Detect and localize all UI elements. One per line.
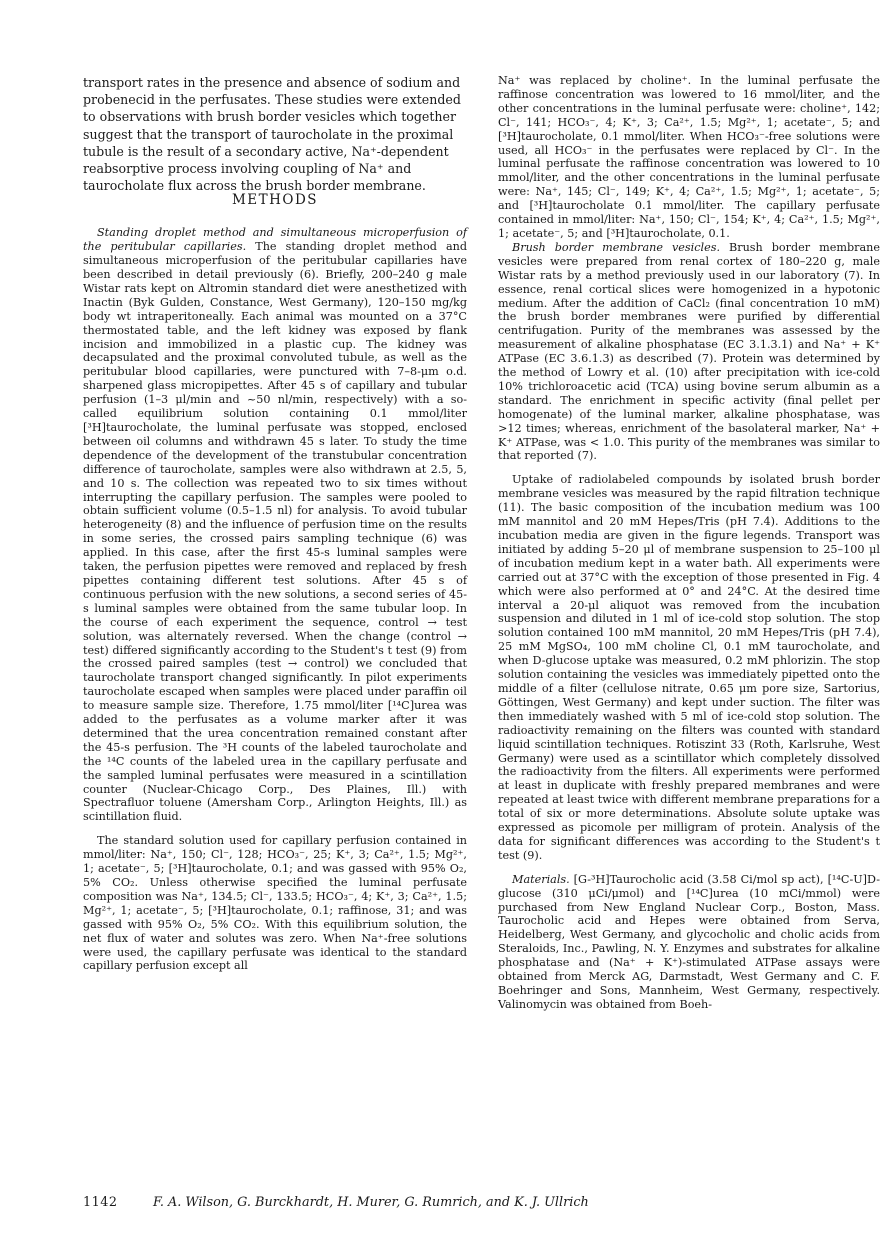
uptake-paragraph: Uptake of radiolabeled compounds by isolated brush border membrane vesicles was measured by the rapid filtration technique (11). The basic composition of the incubation medium was 100 mM mannitol and 20 mM Hepes/Tris (pH 7.4). Additions to the incubation media are given in the figure legends. Transport was initiated by adding 5–20 μl of membrane suspension to 25–100 μl of incubation medium kept in a water bath. All experiments were carried out at 37°C with the exception of those presented in Fig. 4 which were also performed at 0° and 24°C. At the desired time interval a 20-μl aliquot was removed from the incubation suspension and diluted in 1 ml of ice-cold stop solution. The stop solution contained 100 mM mannitol, 20 mM Hepes/Tris (pH 7.4), 25 mM MgSO₄, 100 mM choline Cl, 0.1 mM taurocholate, and when D-glucose uptake was measured, 0.2 mM phlorizin. The stop solution containing the vesicles was immediately pipetted onto the middle of a filter (cellulose nitrate, 0.65 μm pore size, Sartorius, Göttingen, West Germany) and kept under suction. The filter was then immediately washed with 5 ml of ice-cold stop solution. The radioactivity remaining on the filters was counted with standard liquid scintillation techniques. Rotiszint 33 (Roth, Karlsruhe, West Germany) were used as a scintillator which completely dissolved the radioactivity from the filters. All experiments were performed at least in duplicate with freshly prepared membranes and were repeated at least twice with different membrane preparations for a total of six or more determinations. Absolute solute uptake was expressed as picomole per milligram of protein. Analysis of the data for significant differences was according to the Student's t test (9).	[498, 473, 880, 862]
standing-droplet-lead: Standing droplet method and simultaneous microperfusion of the peritubular capillaries.	[83, 226, 467, 254]
page-number: 1142	[83, 1195, 118, 1210]
brush-border-lead: Brush border membrane vesicles.	[512, 240, 721, 254]
page-footer	[83, 1195, 863, 1210]
left-column	[83, 74, 467, 973]
brush-border-paragraph	[498, 241, 880, 464]
right-column	[498, 74, 880, 1012]
author-line: F. A. Wilson, G. Burckhardt, H. Murer, G. Rumrich, and K. J. Ullrich	[153, 1195, 589, 1210]
intro-paragraph: transport rates in the presence and absence of sodium and probenecid in the perfusates. These studies were extended to observations with brush border vesicles which together suggest that the transport of taurocholate in the proximal tubule is the result of a secondary active, Na⁺-dependent reabsorptive process involving coupling of Na⁺ and taurocholate flux across the brush border membrane.	[83, 75, 461, 194]
choline-paragraph: Na⁺ was replaced by choline⁺. In the luminal perfusate the raffinose concentration was lowered to 16 mmol/liter, and the other concentrations in the luminal perfusate were: choline⁺, 142; Cl⁻, 141; HCO₃⁻, 4; K⁺, 3; Ca²⁺, 1.5; Mg²⁺, 1; acetate⁻, 5; and [³H]taurocholate, 0.1 mmol/liter. When HCO₃⁻-free solutions were used, all HCO₃⁻ in the perfusates were replaced by Cl⁻. In the luminal perfusate the raffinose concentration was lowered to 10 mmol/liter, and the other concentrations in the luminal perfusate were: Na⁺, 145; Cl⁻, 149; K⁺, 4; Ca²⁺, 1.5; Mg²⁺, 1; acetate⁻, 5; and [³H]taurocholate 0.1 mmol/liter. The capillary perfusate contained in mmol/liter: Na⁺, 150; Cl⁻, 154; K⁺, 4; Ca²⁺, 1.5; Mg²⁺, 1; acetate⁻, 5; and [³H]taurocholate, 0.1.	[498, 74, 880, 240]
materials-paragraph	[498, 873, 880, 1012]
standard-solution-paragraph: The standard solution used for capillary perfusion contained in mmol/liter: Na⁺, 150; Cl⁻, 128; HCO₃⁻, 25; K⁺, 3; Ca²⁺, 1.5; Mg²⁺, 1; acetate⁻, 5; [³H]taurocholate, 0.1; and was gassed with 95% O₂, 5% CO₂. Unless otherwise specified the luminal perfusate composition was Na⁺, 134.5; Cl⁻, 133.5; HCO₃⁻, 4; K⁺, 3; Ca²⁺, 1.5; Mg²⁺, 1; acetate⁻, 5; [³H]taurocholate, 0.1; raffinose, 31; and was gassed with 95% O₂, 5% CO₂. With this equilibrium solution, the net flux of water and solutes was zero. When Na⁺-free solutions were used, the capillary perfusate was identical to the standard capillary perfusion except all	[83, 834, 467, 973]
materials-body: [G-³H]Taurocholic acid (3.58 Ci/mol sp act), [¹⁴C-U]D-glucose (310 μCi/μmol) and [¹⁴C]urea (10 mCi/mmol) were purchased from New England Nuclear Corp., Boston, Mass. Taurocholic acid and Hepes were obtained from Serva, Heidelberg, West Germany, and glycocholic and cholic acids from Steraloids, Inc., Pawling, N. Y. Enzymes and substrates for alkaline phosphatase and (Na⁺ + K⁺)-stimulated ATPase assays were obtained from Merck AG, Darmstadt, West Germany and C. F. Boehringer and Sons, Mannheim, West Germany, respectively. Valinomycin was obtained from Boeh-	[498, 872, 880, 1011]
standing-droplet-paragraph	[83, 226, 467, 824]
materials-lead: Materials.	[512, 872, 570, 886]
methods-heading: METHODS	[231, 192, 319, 209]
brush-border-body: Brush border membrane vesicles were prepared from renal cortex of 180–220 g, male Wistar rats by a method previously used in our laboratory (7). In essence, renal cortical slices were homogenized in a hypotonic medium. After the addition of CaCl₂ (final concentration 10 mM) the brush border membranes were purified by differential centrifugation. Purity of the membranes was assessed by the measurement of alkaline phosphatase (EC 3.1.3.1) and Na⁺ + K⁺ ATPase (EC 3.6.1.3) as described (7). Protein was determined by the method of Lowry et al. (10) after precipitation with ice-cold 10% trichloroacetic acid (TCA) using bovine serum albumin as a standard. The enrichment in specific activity (final pellet per homogenate) of the luminal marker, alkaline phosphatase, was >12 times; whereas, enrichment of the basolateral marker, Na⁺ + K⁺ ATPase, was < 1.0. This purity of the membranes was similar to that reported (7).	[498, 240, 880, 463]
standing-droplet-body: The standing droplet method and simultaneous microperfusion of the peritubular capillaries have been described in detail previously (6). Briefly, 200–240 g male Wistar rats kept on Altromin standard diet were anesthetized with Inactin (Byk Gulden, Constance, West Germany), 120–150 mg/kg body wt intraperitoneally. Each animal was mounted on a 37°C thermostated table, and the left kidney was exposed by flank incision and immobilized in a plastic cup. The kidney was decapsulated and the proximal convoluted tubule, as well as the peritubular blood capillaries, were punctured with 7–8-μm o.d. sharpened glass micropipettes. After 45 s of capillary and tubular perfusion (1–3 μl/min and ~50 nl/min, respectively) with a so-called equilibrium solution containing 0.1 mmol/liter [³H]taurocholate, the luminal perfusate was stopped, enclosed between oil columns and withdrawn 45 s later. To study the time dependence of the development of the transtubular concentration difference of taurocholate, samples were also withdrawn at 2.5, 5, and 10 s. The collection was repeated two to six times without interrupting the capillary perfusion. The samples were pooled to obtain sufficient volume (0.5–1.5 nl) for analysis. To avoid tubular heterogeneity (8) and the influence of perfusion time on the results in some series, the crossed pairs sampling technique (6) was applied. In this case, after the first 45-s luminal samples were taken, the perfusion pipettes were removed and replaced by fresh pipettes containing different test solutions. After 45 s of continuous perfusion with the new solutions, a second series of 45-s luminal samples were obtained from the same tubular loop. In the course of each experiment the sequence, control → test solution, was alternately reversed. When the change (control → test) differed significantly according to the Student's t test (9) from the crossed paired samples (test → control) we concluded that taurocholate transport changed significantly. In pilot experiments taurocholate escaped when samples were placed under paraffin oil to measure sample size. Therefore, 1.75 mmol/liter [¹⁴C]urea was added to the perfusates as a volume marker after it was determined that the urea concentration remained constant after the 45-s perfusion. The ³H counts of the labeled taurocholate and the ¹⁴C counts of the labeled urea in the capillary perfusate and the sampled luminal perfusates were measured in a scintillation counter (Nuclear-Chicago Corp., Des Plaines, Ill.) with Spectrafluor toluene (Amersham Corp., Arlington Heights, Ill.) as scintillation fluid.	[83, 240, 467, 824]
